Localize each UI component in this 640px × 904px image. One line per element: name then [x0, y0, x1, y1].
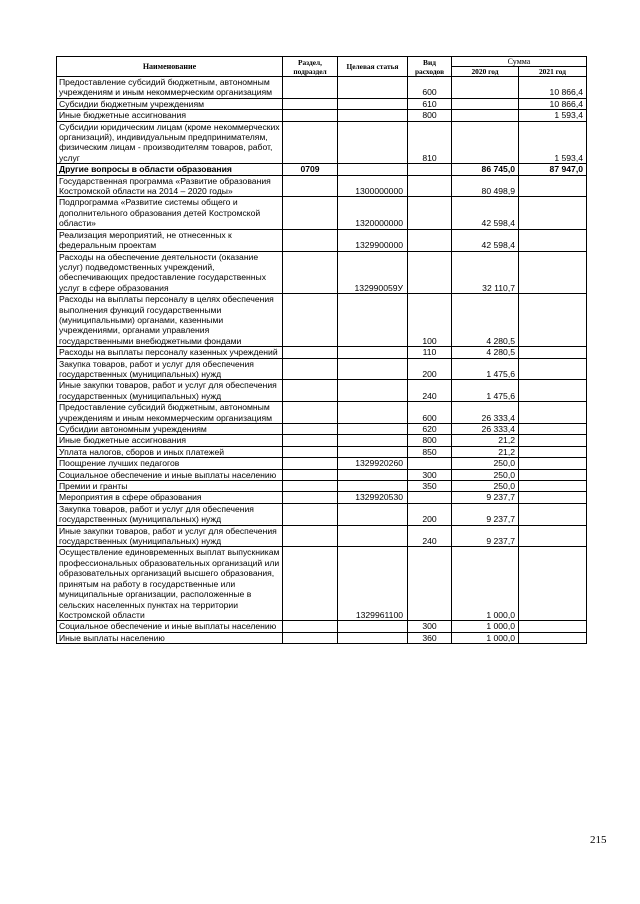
row-target-cell — [338, 110, 408, 121]
row-name-cell: Осуществление единовременных выплат выпускникам профессиональных образовательных организаций или образовательных организаций высшего образования, принятым на работу в государственные или муниципальные организации, расположенные в сельских населенных пунктах на территории Костромской области — [57, 547, 283, 621]
row-sum-2020-cell: 21,2 — [452, 446, 519, 457]
row-sum-2020-cell: 42 598,4 — [452, 229, 519, 251]
row-sum-2020-cell: 250,0 — [452, 458, 519, 469]
row-sum-2021-cell — [519, 435, 587, 446]
row-name-cell: Закупка товаров, работ и услуг для обеспечения государственных (муниципальных) нужд — [57, 503, 283, 525]
row-target-cell — [338, 424, 408, 435]
row-section-cell — [283, 402, 338, 424]
row-section-cell — [283, 632, 338, 643]
row-name-cell: Иные закупки товаров, работ и услуг для обеспечения государственных (муниципальных) нужд — [57, 525, 283, 547]
row-type-cell: 850 — [408, 446, 452, 457]
row-sum-2021-cell — [519, 402, 587, 424]
table-row — [57, 77, 587, 99]
row-section-cell — [283, 481, 338, 492]
row-type-cell: 600 — [408, 77, 452, 99]
row-section-cell — [283, 621, 338, 632]
row-section-cell — [283, 503, 338, 525]
row-type-cell — [408, 197, 452, 229]
header-sum: Сумма — [452, 57, 587, 67]
row-section-cell — [283, 77, 338, 99]
row-sum-2020-cell: 9 237,7 — [452, 503, 519, 525]
row-name-cell: Иные закупки товаров, работ и услуг для обеспечения государственных (муниципальных) нужд — [57, 380, 283, 402]
row-name-cell: Предоставление субсидий бюджетным, автономным учреждениям и иным некоммерческим организациям — [57, 77, 283, 99]
row-section-cell — [283, 251, 338, 294]
row-type-cell: 200 — [408, 358, 452, 380]
row-sum-2020-cell: 26 333,4 — [452, 402, 519, 424]
row-sum-2021-cell: 1 593,4 — [519, 110, 587, 121]
row-name-cell: Расходы на выплаты персоналу казенных учреждений — [57, 347, 283, 358]
row-sum-2021-cell — [519, 492, 587, 503]
row-type-cell: 350 — [408, 481, 452, 492]
row-name-cell: Закупка товаров, работ и услуг для обеспечения государственных (муниципальных) нужд — [57, 358, 283, 380]
page-number: 215 — [590, 834, 607, 846]
row-name-cell: Подпрограмма «Развитие системы общего и дополнительного образования детей Костромской области» — [57, 197, 283, 229]
row-name-cell: Иные выплаты населению — [57, 632, 283, 643]
row-section-cell — [283, 110, 338, 121]
row-sum-2021-cell — [519, 251, 587, 294]
row-type-cell: 600 — [408, 402, 452, 424]
row-type-cell: 610 — [408, 98, 452, 109]
row-target-cell: 1329920260 — [338, 458, 408, 469]
row-sum-2020-cell: 86 745,0 — [452, 164, 519, 175]
row-sum-2020-cell: 9 237,7 — [452, 525, 519, 547]
row-sum-2020-cell: 250,0 — [452, 481, 519, 492]
row-sum-2021-cell — [519, 380, 587, 402]
table-row — [57, 121, 587, 164]
row-type-cell: 200 — [408, 503, 452, 525]
row-name-cell: Субсидии бюджетным учреждениям — [57, 98, 283, 109]
row-target-cell — [338, 380, 408, 402]
row-type-cell — [408, 175, 452, 197]
row-sum-2020-cell: 21,2 — [452, 435, 519, 446]
row-type-cell — [408, 251, 452, 294]
row-name-cell: Мероприятия в сфере образования — [57, 492, 283, 503]
row-name-cell: Предоставление субсидий бюджетным, автономным учреждениям и иным некоммерческим организациям — [57, 402, 283, 424]
table-row — [57, 358, 587, 380]
row-sum-2020-cell: 1 475,6 — [452, 380, 519, 402]
row-sum-2021-cell — [519, 503, 587, 525]
table-row — [57, 424, 587, 435]
table-row — [57, 458, 587, 469]
row-sum-2020-cell — [452, 77, 519, 99]
row-type-cell: 240 — [408, 380, 452, 402]
row-name-cell: Уплата налогов, сборов и иных платежей — [57, 446, 283, 457]
table-row — [57, 294, 587, 347]
row-sum-2021-cell — [519, 175, 587, 197]
row-target-cell: 132990059У — [338, 251, 408, 294]
row-target-cell — [338, 503, 408, 525]
table-row — [57, 547, 587, 621]
row-section-cell — [283, 98, 338, 109]
row-sum-2021-cell — [519, 294, 587, 347]
header-target: Целевая статья — [338, 57, 408, 77]
table-row — [57, 197, 587, 229]
row-name-cell: Иные бюджетные ассигнования — [57, 110, 283, 121]
row-type-cell: 800 — [408, 110, 452, 121]
row-name-cell: Реализация мероприятий, не отнесенных к федеральным проектам — [57, 229, 283, 251]
row-target-cell — [338, 294, 408, 347]
table-header — [57, 57, 587, 77]
row-section-cell — [283, 458, 338, 469]
header-type: Вид расходов — [408, 57, 452, 77]
table-row — [57, 469, 587, 480]
row-target-cell — [338, 632, 408, 643]
row-target-cell: 1329900000 — [338, 229, 408, 251]
row-sum-2021-cell — [519, 197, 587, 229]
row-type-cell: 800 — [408, 435, 452, 446]
row-target-cell: 1329920530 — [338, 492, 408, 503]
row-section-cell — [283, 435, 338, 446]
row-sum-2020-cell — [452, 110, 519, 121]
row-type-cell — [408, 164, 452, 175]
row-sum-2021-cell — [519, 358, 587, 380]
row-target-cell: 1320000000 — [338, 197, 408, 229]
table-row — [57, 98, 587, 109]
table-row — [57, 435, 587, 446]
row-type-cell — [408, 492, 452, 503]
row-section-cell — [283, 547, 338, 621]
table-row — [57, 229, 587, 251]
row-sum-2021-cell — [519, 547, 587, 621]
row-sum-2020-cell: 250,0 — [452, 469, 519, 480]
row-name-cell: Другие вопросы в области образования — [57, 164, 283, 175]
row-sum-2020-cell: 42 598,4 — [452, 197, 519, 229]
row-sum-2021-cell — [519, 621, 587, 632]
row-section-cell — [283, 358, 338, 380]
row-name-cell: Государственная программа «Развитие образования Костромской области на 2014 – 2020 годы» — [57, 175, 283, 197]
row-sum-2020-cell: 26 333,4 — [452, 424, 519, 435]
row-type-cell — [408, 458, 452, 469]
row-type-cell — [408, 547, 452, 621]
row-target-cell — [338, 621, 408, 632]
budget-table — [56, 56, 587, 644]
row-section-cell — [283, 380, 338, 402]
row-target-cell — [338, 446, 408, 457]
row-name-cell: Иные бюджетные ассигнования — [57, 435, 283, 446]
row-sum-2021-cell: 10 866,4 — [519, 77, 587, 99]
row-type-cell: 300 — [408, 469, 452, 480]
table-row — [57, 621, 587, 632]
row-target-cell — [338, 358, 408, 380]
table-row — [57, 251, 587, 294]
header-year-2020: 2020 год — [452, 67, 519, 77]
row-name-cell: Поощрение лучших педагогов — [57, 458, 283, 469]
row-sum-2021-cell — [519, 632, 587, 643]
row-name-cell: Субсидии юридическим лицам (кроме некоммерческих организаций), индивидуальным предпринимателям, физическим лицам - производителям товаров, работ, услуг — [57, 121, 283, 164]
table-row — [57, 525, 587, 547]
row-sum-2020-cell: 80 498,9 — [452, 175, 519, 197]
row-section-cell — [283, 175, 338, 197]
row-target-cell — [338, 77, 408, 99]
row-type-cell: 620 — [408, 424, 452, 435]
header-name: Наименование — [57, 57, 283, 77]
row-section-cell — [283, 492, 338, 503]
row-section-cell — [283, 229, 338, 251]
row-name-cell: Социальное обеспечение и иные выплаты населению — [57, 469, 283, 480]
budget-table-page — [56, 56, 586, 644]
table-row — [57, 110, 587, 121]
row-target-cell — [338, 121, 408, 164]
table-row — [57, 632, 587, 643]
table-row — [57, 446, 587, 457]
row-sum-2020-cell: 1 000,0 — [452, 621, 519, 632]
row-target-cell — [338, 402, 408, 424]
row-sum-2020-cell: 1 000,0 — [452, 547, 519, 621]
row-target-cell — [338, 469, 408, 480]
row-target-cell: 1329961100 — [338, 547, 408, 621]
table-row — [57, 492, 587, 503]
row-section-cell — [283, 446, 338, 457]
row-sum-2021-cell — [519, 229, 587, 251]
row-sum-2021-cell — [519, 525, 587, 547]
row-target-cell — [338, 525, 408, 547]
row-sum-2021-cell — [519, 424, 587, 435]
row-sum-2021-cell — [519, 347, 587, 358]
row-type-cell: 240 — [408, 525, 452, 547]
row-sum-2020-cell: 4 280,5 — [452, 294, 519, 347]
table-row — [57, 164, 587, 175]
row-section-cell — [283, 294, 338, 347]
row-sum-2020-cell: 32 110,7 — [452, 251, 519, 294]
row-type-cell — [408, 229, 452, 251]
row-target-cell — [338, 164, 408, 175]
row-target-cell — [338, 481, 408, 492]
row-section-cell: 0709 — [283, 164, 338, 175]
row-target-cell — [338, 347, 408, 358]
row-section-cell — [283, 469, 338, 480]
row-sum-2020-cell — [452, 121, 519, 164]
row-type-cell: 810 — [408, 121, 452, 164]
row-sum-2021-cell — [519, 446, 587, 457]
row-sum-2020-cell: 4 280,5 — [452, 347, 519, 358]
row-name-cell: Социальное обеспечение и иные выплаты населению — [57, 621, 283, 632]
header-section: Раздел, подраздел — [283, 57, 338, 77]
row-section-cell — [283, 121, 338, 164]
row-target-cell — [338, 435, 408, 446]
row-section-cell — [283, 347, 338, 358]
row-sum-2021-cell — [519, 458, 587, 469]
row-section-cell — [283, 525, 338, 547]
row-name-cell: Расходы на обеспечение деятельности (оказание услуг) подведомственных учреждений, обеспечивающих предоставление государственных услуг в сфере образования — [57, 251, 283, 294]
table-row — [57, 347, 587, 358]
row-type-cell: 110 — [408, 347, 452, 358]
row-target-cell — [338, 98, 408, 109]
row-type-cell: 360 — [408, 632, 452, 643]
row-name-cell: Субсидии автономным учреждениям — [57, 424, 283, 435]
table-row — [57, 175, 587, 197]
row-target-cell: 1300000000 — [338, 175, 408, 197]
row-sum-2020-cell: 9 237,7 — [452, 492, 519, 503]
row-section-cell — [283, 197, 338, 229]
row-name-cell: Премии и гранты — [57, 481, 283, 492]
row-sum-2021-cell: 87 947,0 — [519, 164, 587, 175]
row-sum-2021-cell: 10 866,4 — [519, 98, 587, 109]
row-sum-2020-cell: 1 475,6 — [452, 358, 519, 380]
table-row — [57, 481, 587, 492]
table-row — [57, 380, 587, 402]
row-sum-2020-cell — [452, 98, 519, 109]
row-sum-2021-cell: 1 593,4 — [519, 121, 587, 164]
table-row — [57, 402, 587, 424]
row-section-cell — [283, 424, 338, 435]
table-row — [57, 503, 587, 525]
row-sum-2020-cell: 1 000,0 — [452, 632, 519, 643]
row-name-cell: Расходы на выплаты персоналу в целях обеспечения выполнения функций государственными (муниципальными) органами, казенными учреждениями, органами управления государственными внебюджетными фондами — [57, 294, 283, 347]
row-sum-2021-cell — [519, 469, 587, 480]
row-sum-2021-cell — [519, 481, 587, 492]
table-body — [57, 77, 587, 644]
row-type-cell: 100 — [408, 294, 452, 347]
header-year-2021: 2021 год — [519, 67, 587, 77]
row-type-cell: 300 — [408, 621, 452, 632]
